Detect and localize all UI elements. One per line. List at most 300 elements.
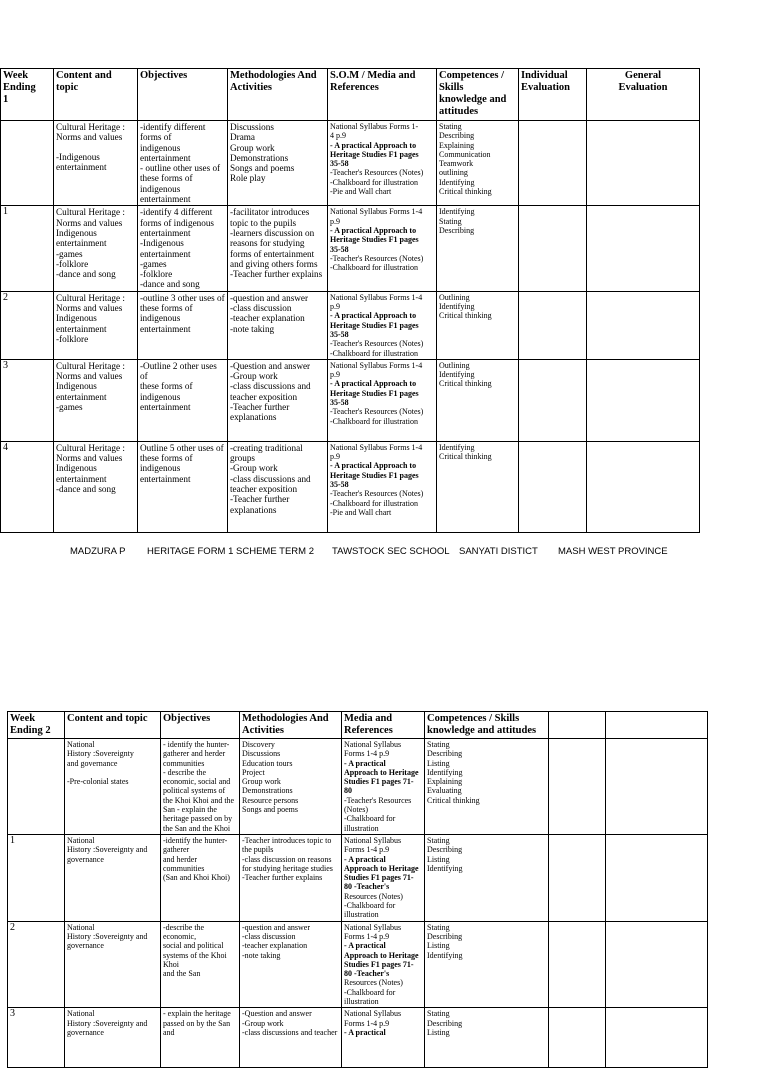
header-text: Week [10, 713, 36, 724]
cell-text: -outline 3 other uses of [140, 292, 225, 303]
column-header [161, 712, 240, 739]
table-header-row [8, 712, 708, 739]
cell-text: forms of [140, 132, 172, 143]
cell-text: explanations [230, 504, 277, 515]
cell-text: - A practical Approach to [330, 461, 417, 471]
header-text: Competences / [439, 70, 505, 81]
cell-text: communities [163, 758, 205, 768]
cell-text: National Syllabus Forms 1- [330, 122, 419, 131]
evaluation-cell [606, 834, 708, 921]
column-header [228, 69, 328, 121]
header-text: Competences / Skills [427, 713, 520, 724]
cell-text: 35-58 [330, 480, 349, 490]
evaluation-cell [519, 206, 587, 291]
cell-text: -identify the hunter- [163, 835, 228, 845]
cell-text: - describe the [163, 767, 207, 777]
evaluation-cell [587, 441, 700, 532]
header-text: Methodologies And [242, 713, 329, 724]
cell-text: Cultural Heritage : [56, 122, 125, 132]
week-number: 1 [3, 206, 8, 218]
cell-text: illustration [344, 997, 379, 1007]
cell-text: these forms of [140, 303, 193, 314]
cell-text: entertainment [140, 323, 191, 334]
cell-media [328, 121, 437, 206]
evaluation-cell [587, 121, 700, 206]
cell-text: Describing [439, 225, 475, 235]
cell-text: -folklore [56, 333, 89, 344]
cell-text: -Teacher introduces topic to [242, 835, 332, 845]
header-text: References [330, 82, 379, 93]
cell-text: these forms of [140, 453, 193, 464]
cell-media [342, 1008, 425, 1068]
header-text: topic [56, 82, 79, 93]
cell-text: Studies F1 pages 71- [344, 959, 414, 969]
cell-text: Explaining [439, 140, 475, 150]
cell-text: and herder [163, 854, 197, 864]
cell-text: Identifying [439, 177, 475, 187]
footer-district: SANYATI DISTICT [459, 546, 538, 557]
table-row [8, 834, 708, 921]
cell-text: Critical thinking [427, 795, 480, 805]
cell-text: and [163, 1027, 175, 1037]
scheme-table-2 [7, 711, 708, 1068]
cell-text: National [67, 835, 95, 845]
cell-text: Identifying [439, 302, 475, 312]
cell-text: -Pie and Wall chart [330, 507, 392, 517]
cell-text: 35-58 [330, 159, 349, 169]
cell-text: Indigenous [56, 313, 97, 324]
cell-text: Approach to Heritage [344, 950, 419, 960]
column-header [587, 69, 700, 121]
cell-text: -games [56, 402, 83, 413]
cell-text: Discovery [242, 740, 275, 749]
evaluation-cell [549, 739, 606, 835]
cell-text [67, 768, 158, 777]
evaluation-cell [549, 921, 606, 1008]
cell-text: Norms and values [56, 303, 123, 314]
cell-text: -class discussion on reasons [242, 854, 332, 864]
header-text: S.O.M / Media and [330, 70, 416, 81]
cell-skills [437, 291, 519, 359]
header-text: knowledge and [439, 94, 507, 105]
cell-objectives [138, 291, 228, 359]
cell-content [54, 206, 138, 291]
cell-text: (San and Khoi Khoi) [163, 873, 230, 883]
cell-text: -identify 4 different [140, 207, 213, 218]
table-row [1, 206, 700, 291]
cell-text: Identifying [439, 207, 475, 217]
cell-week [8, 739, 65, 835]
cell-text: governance [67, 941, 104, 951]
column-header [437, 69, 519, 121]
cell-text: Critical thinking [439, 452, 492, 462]
table-row [1, 291, 700, 359]
cell-text: Education tours [242, 758, 293, 768]
cell-text: Indigenous [56, 227, 97, 238]
cell-text: Listing [427, 941, 450, 951]
table-row [8, 739, 708, 835]
cell-text: teacher exposition [230, 391, 298, 402]
cell-text: Outlining [439, 360, 470, 370]
cell-text: Resource persons [242, 795, 299, 805]
week-number: 4 [3, 441, 8, 453]
cell-text: forms of indigenous [140, 217, 215, 228]
cell-text: Forms 1-4 p.9 [344, 931, 390, 941]
cell-text: -Question and answer [242, 1009, 312, 1019]
cell-text: Resources (Notes) [344, 891, 403, 901]
cell-text: Identifying [439, 442, 475, 452]
footer-teacher: MADZURA P [70, 546, 126, 557]
cell-text: -Pie and Wall chart [330, 187, 392, 197]
evaluation-cell [519, 121, 587, 206]
cell-text: - A practical [344, 941, 386, 951]
cell-text: economic, social and [163, 777, 231, 787]
cell-text: 35-58 [330, 329, 349, 339]
cell-text: Norms and values [56, 217, 123, 228]
cell-text: systems of the Khoi [163, 950, 227, 960]
cell-text: and the San [163, 969, 201, 979]
evaluation-cell [606, 739, 708, 835]
column-header [240, 712, 342, 739]
cell-text: Resources (Notes) [344, 978, 403, 988]
cell-text: Stating [427, 835, 450, 845]
cell-media [328, 441, 437, 532]
cell-text: Stating [427, 1009, 450, 1019]
cell-text: and giving others forms [230, 258, 318, 269]
table-row [1, 121, 700, 206]
footer-school: TAWSTOCK SEC SCHOOL [332, 546, 450, 557]
cell-text: indigenous [140, 313, 181, 324]
cell-media [328, 206, 437, 291]
cell-text: -class discussions and [230, 381, 311, 392]
table-row [8, 921, 708, 1008]
cell-text: Stating [427, 922, 450, 932]
cell-text: Heritage Studies F1 pages [330, 470, 419, 480]
cell-text: -note taking [230, 323, 275, 334]
evaluation-cell [519, 291, 587, 359]
table-row [1, 441, 700, 532]
cell-media [342, 921, 425, 1008]
cell-text: -Teacher further explains [242, 873, 323, 883]
header-text: General [624, 70, 662, 81]
cell-objectives [138, 121, 228, 206]
column-header [342, 712, 425, 739]
cell-text: Heritage Studies F1 pages [330, 149, 419, 159]
cell-methods [228, 359, 328, 441]
cell-text: National Syllabus [344, 835, 402, 845]
header-text: Evaluation [618, 82, 668, 93]
cell-objectives [161, 834, 240, 921]
evaluation-cell [587, 206, 700, 291]
cell-text: -Indigenous [140, 238, 184, 249]
week-number: 1 [10, 834, 15, 846]
footer-province: MASH WEST PROVINCE [558, 546, 668, 557]
cell-text: Critical thinking [439, 187, 492, 197]
cell-text: entertainment [140, 402, 191, 413]
cell-week [8, 921, 65, 1008]
cell-text: p.9 [330, 452, 340, 462]
cell-text: economic, [163, 931, 197, 941]
cell-text: -Teacher's Resources (Notes) [330, 339, 424, 349]
cell-text: these forms of [140, 173, 193, 184]
cell-text: the pupils [242, 845, 274, 855]
column-header [549, 712, 606, 739]
table-header-row [1, 69, 700, 121]
cell-text: Heritage Studies F1 pages [330, 235, 419, 245]
cell-text: outlining [439, 168, 468, 178]
week-number: 2 [10, 921, 15, 933]
cell-methods [228, 206, 328, 291]
cell-text: Identifying [427, 767, 463, 777]
cell-text: 35-58 [330, 398, 349, 408]
cell-text: Forms 1-4 p.9 [344, 845, 390, 855]
cell-text: and governance [67, 758, 118, 768]
header-text: Week [3, 70, 29, 81]
evaluation-cell [519, 441, 587, 532]
cell-text: political systems of [163, 786, 226, 796]
cell-media [342, 739, 425, 835]
cell-text: Drama [230, 132, 255, 143]
cell-week [8, 1008, 65, 1068]
cell-text: entertainment [140, 248, 191, 259]
cell-text: -creating traditional [230, 442, 303, 453]
header-text: Content and [56, 70, 112, 81]
cell-text: Forms 1-4 p.9 [344, 749, 390, 759]
cell-text: entertainment [140, 194, 191, 205]
cell-text: -Chalkboard for [344, 901, 396, 911]
cell-skills [437, 121, 519, 206]
cell-text: -question and answer [230, 292, 309, 303]
week-number: 3 [10, 1008, 15, 1020]
cell-objectives [161, 1008, 240, 1068]
cell-content [65, 921, 161, 1008]
cell-text: Critical thinking [439, 311, 492, 321]
cell-methods [240, 1008, 342, 1068]
cell-text: Explaining [427, 777, 463, 787]
cell-media [342, 834, 425, 921]
cell-text: -dance and song [140, 279, 200, 290]
cell-skills [425, 739, 549, 835]
cell-media [328, 291, 437, 359]
cell-text: Outlining [439, 292, 470, 302]
cell-methods [228, 121, 328, 206]
cell-text: Describing [427, 931, 463, 941]
cell-text: National Syllabus [344, 1009, 402, 1019]
cell-objectives [161, 739, 240, 835]
cell-text: Stating [427, 740, 450, 749]
cell-text: -Chalkboard for [344, 814, 396, 824]
column-header [65, 712, 161, 739]
cell-text: teacher exposition [230, 484, 298, 495]
cell-text: social and political [163, 941, 224, 951]
cell-text: Songs and poems [242, 805, 298, 815]
cell-text: for studying heritage studies [242, 863, 333, 873]
cell-text: -Pre-colonial states [67, 776, 129, 786]
cell-text: (Notes) [344, 805, 368, 815]
cell-text: History :Sovereignty and [67, 1018, 148, 1028]
cell-content [65, 1008, 161, 1068]
header-text: Objectives [163, 713, 211, 724]
cell-text: -Teacher's Resources (Notes) [330, 168, 424, 178]
cell-text: 4 p.9 [330, 131, 346, 141]
cell-text: Norms and values [56, 371, 123, 382]
header-text: Objectives [140, 70, 188, 81]
cell-skills [437, 359, 519, 441]
cell-text: entertainment [140, 473, 191, 484]
header-text: attitudes [439, 106, 479, 117]
cell-text: Demonstrations [242, 786, 293, 796]
cell-text: the Khoi Khoi and the [163, 795, 235, 805]
cell-text: - A practical [344, 758, 386, 768]
cell-text: 35-58 [330, 244, 349, 254]
evaluation-cell [519, 359, 587, 441]
cell-text: -folklore [56, 258, 89, 269]
cell-text: -Chalkboard for illustration [330, 263, 418, 273]
cell-text: indigenous [140, 391, 181, 402]
cell-text: Group work [230, 142, 275, 153]
column-header [519, 69, 587, 121]
cell-text: History :Sovereignty and [67, 845, 148, 855]
cell-text: Studies F1 pages 71- [344, 777, 414, 787]
cell-text: Listing [427, 854, 450, 864]
cell-text: p.9 [330, 216, 340, 226]
cell-text: History :Sovereignty and [67, 931, 148, 941]
cell-objectives [138, 206, 228, 291]
cell-objectives [138, 441, 228, 532]
cell-text: -Group work [230, 371, 278, 382]
footer-scheme: HERITAGE FORM 1 SCHEME TERM 2 [147, 546, 314, 557]
cell-text: governance [67, 854, 104, 864]
cell-text: -Teacher's Resources (Notes) [330, 407, 424, 417]
header-text: Activities [242, 725, 284, 736]
cell-text: entertainment [140, 152, 191, 163]
column-header [425, 712, 549, 739]
cell-text: - A practical Approach to [330, 311, 417, 321]
cell-text: -class discussion [242, 931, 296, 941]
page-footer [0, 546, 768, 560]
cell-text: Identifying [427, 863, 463, 873]
cell-text: 80 -Teacher's [344, 969, 390, 979]
cell-text: communities [163, 863, 205, 873]
cell-text: History :Sovereignty [67, 749, 134, 759]
cell-text: - outline other uses of [140, 163, 221, 174]
cell-text: Indigenous [56, 463, 97, 474]
cell-text: -class discussion [230, 303, 292, 314]
header-text: Media and [344, 713, 393, 724]
cell-media [328, 359, 437, 441]
header-text: 1 [3, 94, 9, 105]
cell-objectives [161, 921, 240, 1008]
cell-text: Approach to Heritage [344, 863, 419, 873]
cell-methods [228, 291, 328, 359]
header-text: Ending [3, 82, 36, 93]
scheme-table-1 [0, 68, 700, 533]
cell-text: topic to the pupils [230, 217, 297, 228]
cell-text: heritage passed on by [163, 814, 233, 824]
cell-text: -Group work [242, 1018, 284, 1028]
cell-objectives [138, 359, 228, 441]
cell-text: -Question and answer [230, 360, 311, 371]
cell-text: -Chalkboard for illustration [330, 348, 418, 358]
cell-text: -Group work [230, 463, 278, 474]
cell-text: reasons for studying [230, 238, 305, 249]
cell-text: -Teacher further [230, 494, 290, 505]
cell-text: gatherer and herder [163, 749, 226, 759]
cell-methods [228, 441, 328, 532]
header-text: knowledge and attitudes [427, 725, 537, 736]
cell-text: Role play [230, 173, 266, 184]
cell-text: National Syllabus Forms 1-4 [330, 442, 423, 452]
cell-text: -Teacher's Resources (Notes) [330, 489, 424, 499]
cell-text: -learners discussion on [230, 227, 315, 238]
cell-text: entertainment [56, 161, 107, 172]
evaluation-cell [549, 834, 606, 921]
cell-text: Songs and poems [230, 163, 295, 174]
column-header [54, 69, 138, 121]
cell-text: Discussions [242, 749, 281, 759]
header-text: Content and topic [67, 713, 148, 724]
cell-text: - identify the hunter- [163, 740, 230, 749]
cell-text: Cultural Heritage : [56, 442, 125, 453]
cell-week [1, 121, 54, 206]
cell-text: Cultural Heritage : [56, 360, 125, 371]
cell-text: National Syllabus [344, 922, 402, 932]
cell-methods [240, 739, 342, 835]
cell-text: -Indigenous [56, 151, 100, 162]
cell-text: entertainment [56, 323, 107, 334]
cell-content [65, 739, 161, 835]
cell-text: Indigenous [56, 381, 97, 392]
cell-text: Heritage Studies F1 pages [330, 320, 419, 330]
cell-text: - A practical [344, 854, 386, 864]
cell-text: Stating [439, 122, 462, 131]
cell-text: illustration [344, 910, 379, 920]
cell-text: Cultural Heritage : [56, 207, 125, 218]
cell-text: governance [67, 1027, 104, 1037]
cell-text: Outline 5 other uses of [140, 442, 224, 453]
cell-text: of [140, 371, 148, 382]
cell-text: -Teacher's Resources [344, 795, 412, 805]
cell-text: Listing [427, 758, 450, 768]
cell-text: -Chalkboard for illustration [330, 177, 418, 187]
cell-skills [437, 441, 519, 532]
cell-text: Describing [427, 845, 463, 855]
column-header [8, 712, 65, 739]
cell-week [1, 441, 54, 532]
evaluation-cell [587, 359, 700, 441]
cell-text: Project [242, 767, 265, 777]
table-row [8, 1008, 708, 1068]
cell-text: Khoi [163, 959, 179, 969]
evaluation-cell [549, 1008, 606, 1068]
cell-text: National [67, 740, 95, 749]
week-number: 2 [3, 291, 8, 303]
cell-text: - A practical Approach to [330, 225, 417, 235]
cell-text: Cultural Heritage : [56, 292, 125, 303]
cell-week [1, 206, 54, 291]
cell-skills [425, 1008, 549, 1068]
cell-skills [437, 206, 519, 291]
cell-text: Norms and values [56, 453, 123, 464]
cell-text: -Teacher's Resources (Notes) [330, 253, 424, 263]
cell-skills [425, 834, 549, 921]
cell-text: -folklore [140, 269, 173, 280]
cell-text: National [67, 922, 95, 932]
cell-text: -Teacher further explains [230, 269, 323, 280]
column-header [328, 69, 437, 121]
cell-text: -question and answer [242, 922, 310, 932]
cell-text: National Syllabus [344, 740, 402, 749]
